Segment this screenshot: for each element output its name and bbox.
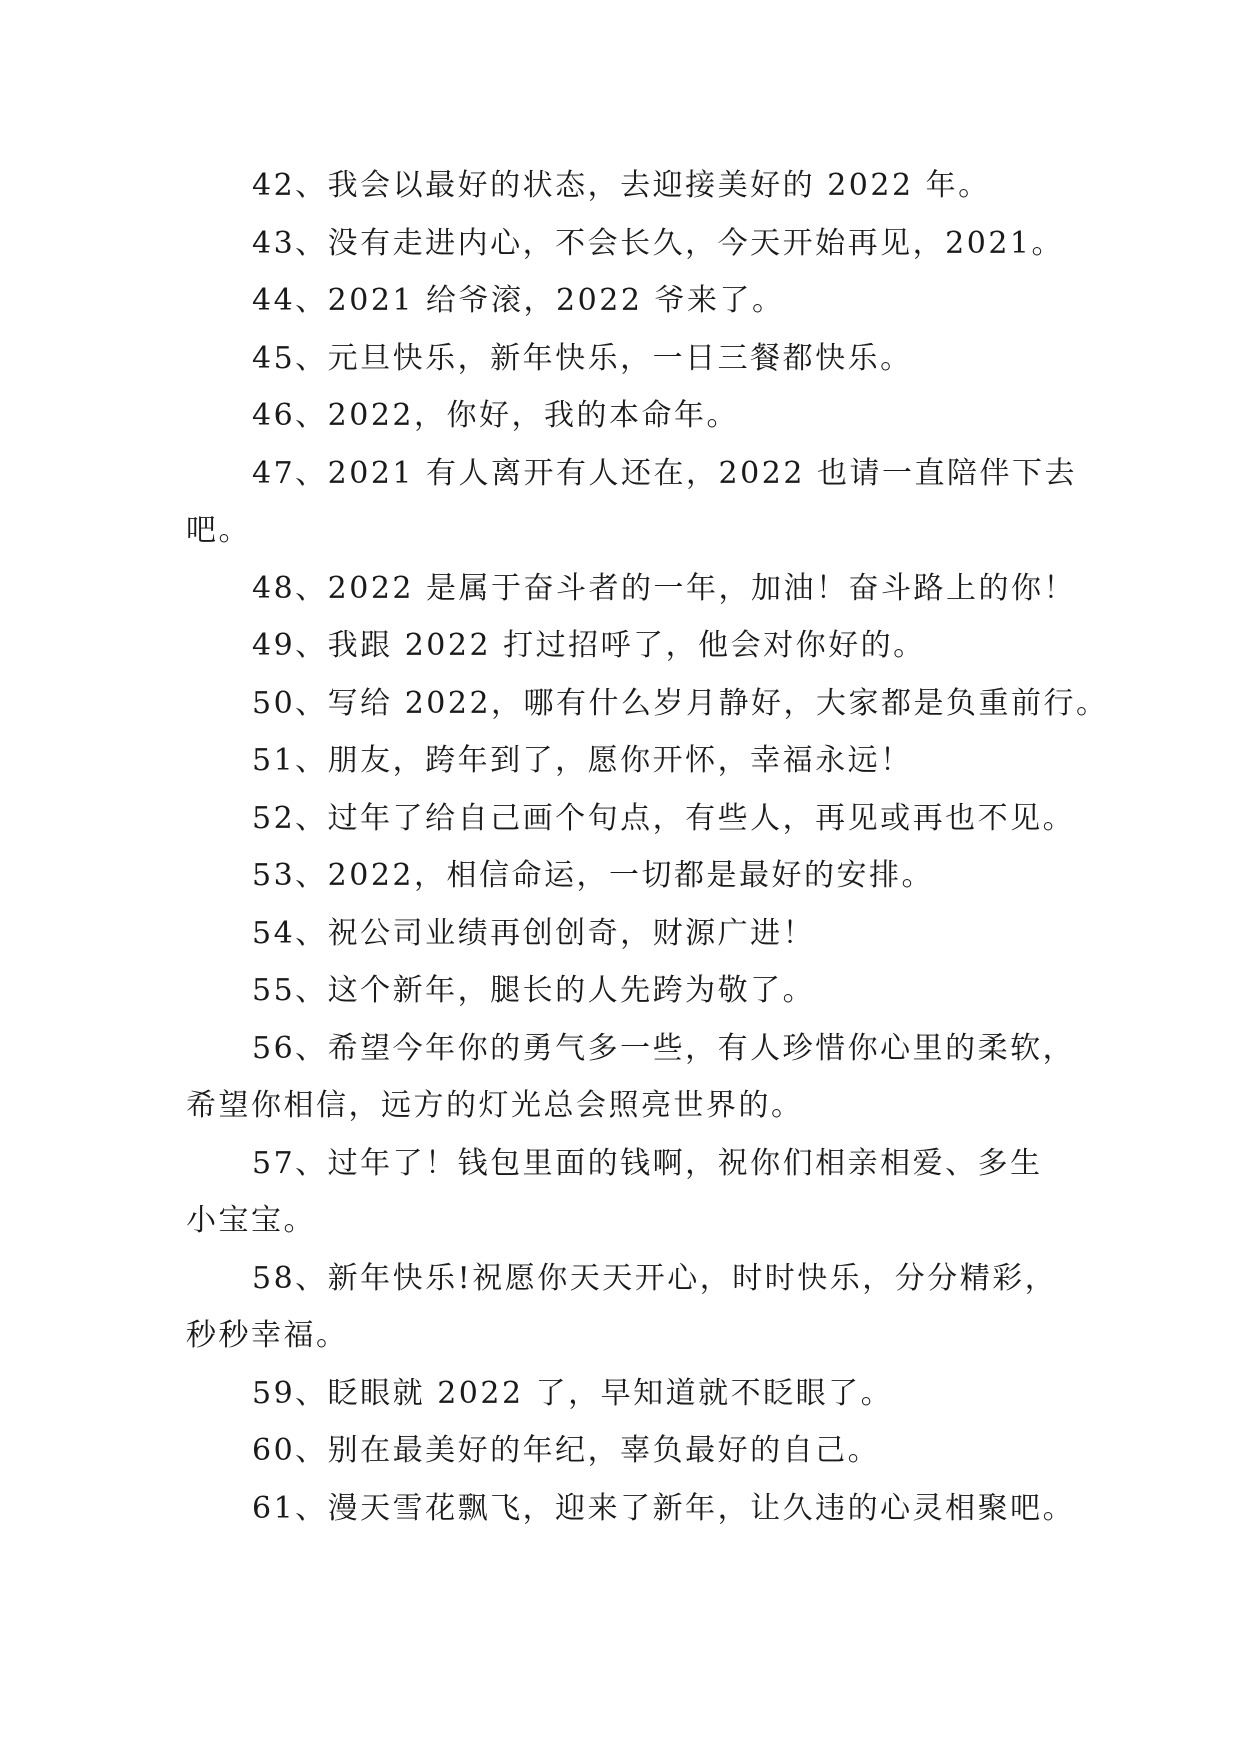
text-line: 53、2022，相信命运，一切都是最好的安排。: [252, 858, 935, 893]
text-line: 56、希望今年你的勇气多一些，有人珍惜你心里的柔软，: [252, 1030, 1076, 1066]
text-line: 46、2022，你好，我的本命年。: [252, 398, 740, 433]
text-line: 59、眨眼就 2022 了，早知道就不眨眼了。: [252, 1375, 894, 1411]
text-line-continuation: 小宝宝。: [186, 1203, 316, 1238]
text-line: 45、元旦快乐，新年快乐，一日三餐都快乐。: [252, 340, 913, 376]
document-body: [186, 157, 1109, 1537]
text-line: 43、没有走进内心，不会长久，今天开始再见，2021。: [252, 225, 1065, 261]
text-line: 48、2022 是属于奋斗者的一年，加油！奋斗路上的你！: [252, 570, 1077, 606]
text-line: 49、我跟 2022 打过招呼了，他会对你好的。: [252, 628, 926, 663]
text-line: 61、漫天雪花飘飞，迎来了新年，让久违的心灵相聚吧。: [252, 1490, 1076, 1526]
text-line: 44、2021 给爷滚，2022 爷来了。: [252, 283, 785, 318]
text-line: 58、新年快乐!祝愿你天天开心，时时快乐，分分精彩，: [252, 1260, 1058, 1296]
text-line: 55、这个新年，腿长的人先跨为敬了。: [252, 973, 816, 1008]
text-line: 54、祝公司业绩再创创奇，财源广进！: [252, 915, 816, 951]
text-line: 47、2021 有人离开有人还在，2022 也请一直陪伴下去: [252, 455, 1077, 491]
text-line-continuation: 吧。: [186, 513, 251, 548]
text-line: 50、写给 2022，哪有什么岁月静好，大家都是负重前行。: [252, 685, 1109, 721]
text-line: 51、朋友，跨年到了，愿你开怀，幸福永远！: [252, 743, 913, 778]
text-line: 42、我会以最好的状态，去迎接美好的 2022 年。: [252, 168, 991, 203]
text-line-continuation: 希望你相信，远方的灯光总会照亮世界的。: [186, 1088, 804, 1123]
text-line: 52、过年了给自己画个句点，有些人，再见或再也不见。: [252, 800, 1076, 836]
text-line: 57、过年了！钱包里面的钱啊，祝你们相亲相爱、多生: [252, 1145, 1043, 1181]
text-line: 60、别在最美好的年纪，辜负最好的自己。: [252, 1433, 881, 1468]
text-line-continuation: 秒秒幸福。: [186, 1318, 349, 1353]
